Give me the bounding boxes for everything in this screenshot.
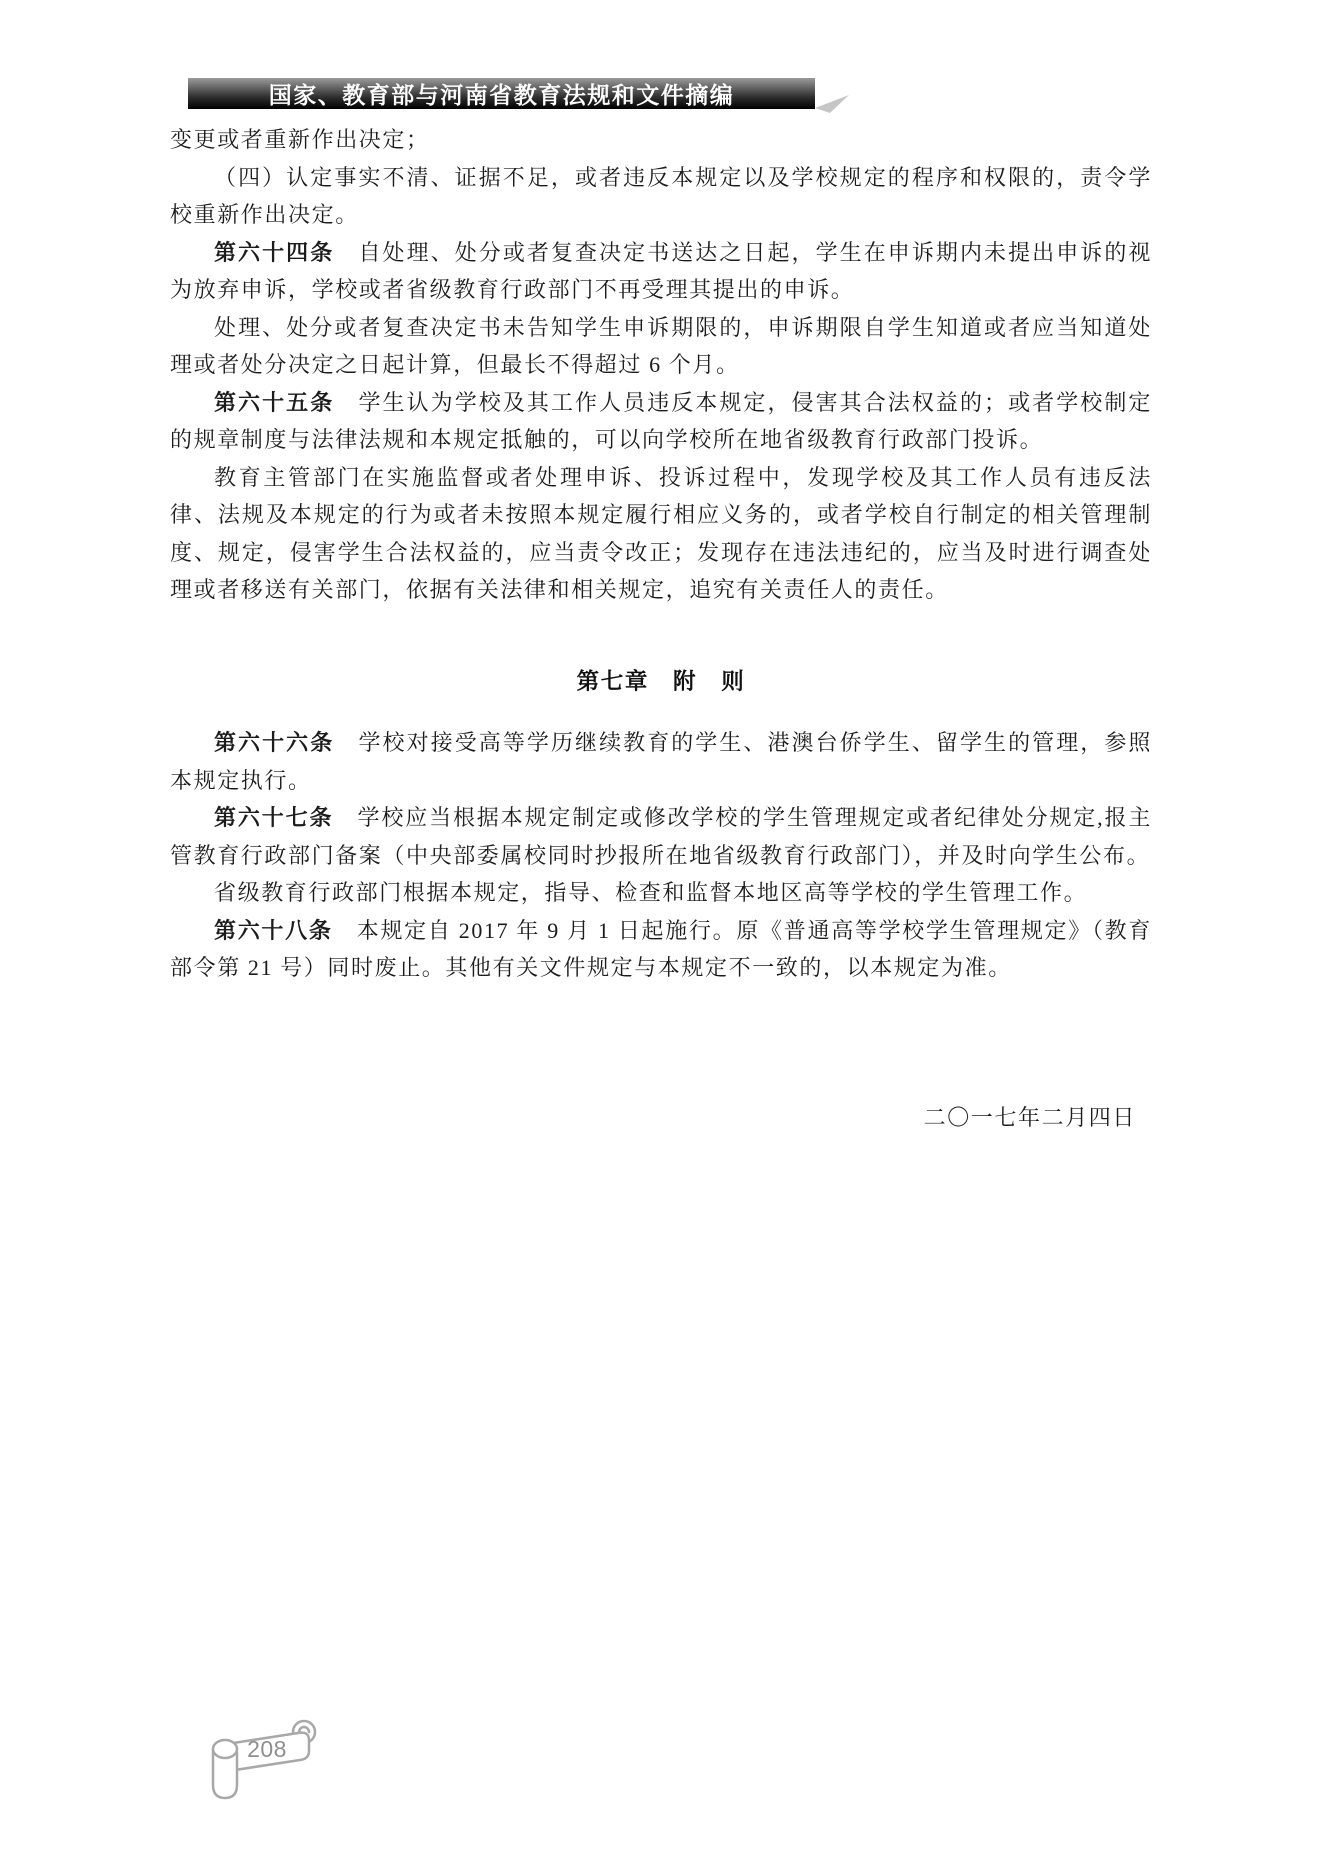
body-paragraph <box>170 121 1152 159</box>
body-paragraph <box>170 724 1152 799</box>
body-paragraph <box>170 384 1152 459</box>
paragraph-text: 省级教育行政部门根据本规定，指导、检查和监督本地区高等学校的学生管理工作。 <box>214 880 1088 905</box>
paragraph-text: 学生认为学校及其工作人员违反本规定，侵害其合法权益的；或者学校制定的规章制度与法律法规和本规定抵触的，可以向学校所在地省级教育行政部门投诉。 <box>170 389 1152 452</box>
paragraph-text: （四）认定事实不清、证据不足，或者违反本规定以及学校规定的程序和权限的，责令学校重新作出决定。 <box>170 164 1152 227</box>
article-number-lead: 第六十五条 <box>214 389 335 415</box>
paragraph-text: 变更或者重新作出决定； <box>170 127 430 152</box>
paragraph-text: 本规定自 2017 年 9 月 1 日起施行。原《普通高等学校学生管理规定》（教育部令第 21 号）同时废止。其他有关文件规定与本规定不一致的，以本规定为准。 <box>170 917 1152 980</box>
banner-arrow-icon <box>815 95 849 113</box>
article-number-lead: 第六十四条 <box>214 239 335 265</box>
body-paragraph <box>170 459 1152 609</box>
body-paragraph <box>170 799 1152 874</box>
body-paragraph <box>170 874 1152 912</box>
paragraph-text: 学校应当根据本规定制定或修改学校的学生管理规定或者纪律处分规定,报主管教育行政部门备案（中央部委属校同时抄报所在地省级教育行政部门），并及时向学生公布。 <box>170 805 1152 868</box>
header-banner-title: 国家、教育部与河南省教育法规和文件摘编 <box>268 83 735 108</box>
body-paragraph <box>170 159 1152 234</box>
paragraph-text: 教育主管部门在实施监督或者处理申诉、投诉过程中，发现学校及其工作人员有违反法律、法规及本规定的行为或者未按照本规定履行相应义务的，或者学校自行制定的相关管理制度、规定，侵害学生合法权益的，应当责令改正；发现存在违法违纪的，应当及时进行调查处理或者移送有关部门，依据有关法律和相关规定，追究有关责任人的责任。 <box>170 464 1152 602</box>
article-number-lead: 第六十八条 <box>214 917 333 943</box>
body-paragraph <box>170 234 1152 309</box>
page-number: 208 <box>247 1736 287 1762</box>
paragraph-text: 自处理、处分或者复查决定书送达之日起，学生在申诉期内未提出申诉的视为放弃申诉，学校或者省级教育行政部门不再受理其提出的申诉。 <box>170 239 1152 302</box>
header-banner <box>188 78 815 109</box>
body-paragraph <box>170 309 1152 384</box>
document-body <box>170 121 1152 1136</box>
page-scroll-icon <box>205 1712 330 1812</box>
body-paragraph <box>170 912 1152 987</box>
paragraph-text: 学校对接受高等学历继续教育的学生、港澳台侨学生、留学生的管理，参照本规定执行。 <box>170 730 1152 793</box>
chapter-heading: 第七章 附 则 <box>576 668 746 694</box>
paragraph-text: 处理、处分或者复查决定书未告知学生申诉期限的，申诉期限自学生知道或者应当知道处理或者处分决定之日起计算，但最长不得超过 6 个月。 <box>170 314 1152 377</box>
article-number-lead: 第六十六条 <box>214 730 335 755</box>
article-number-lead: 第六十七条 <box>214 805 334 830</box>
document-date: 二〇一七年二月四日 <box>923 1104 1136 1130</box>
